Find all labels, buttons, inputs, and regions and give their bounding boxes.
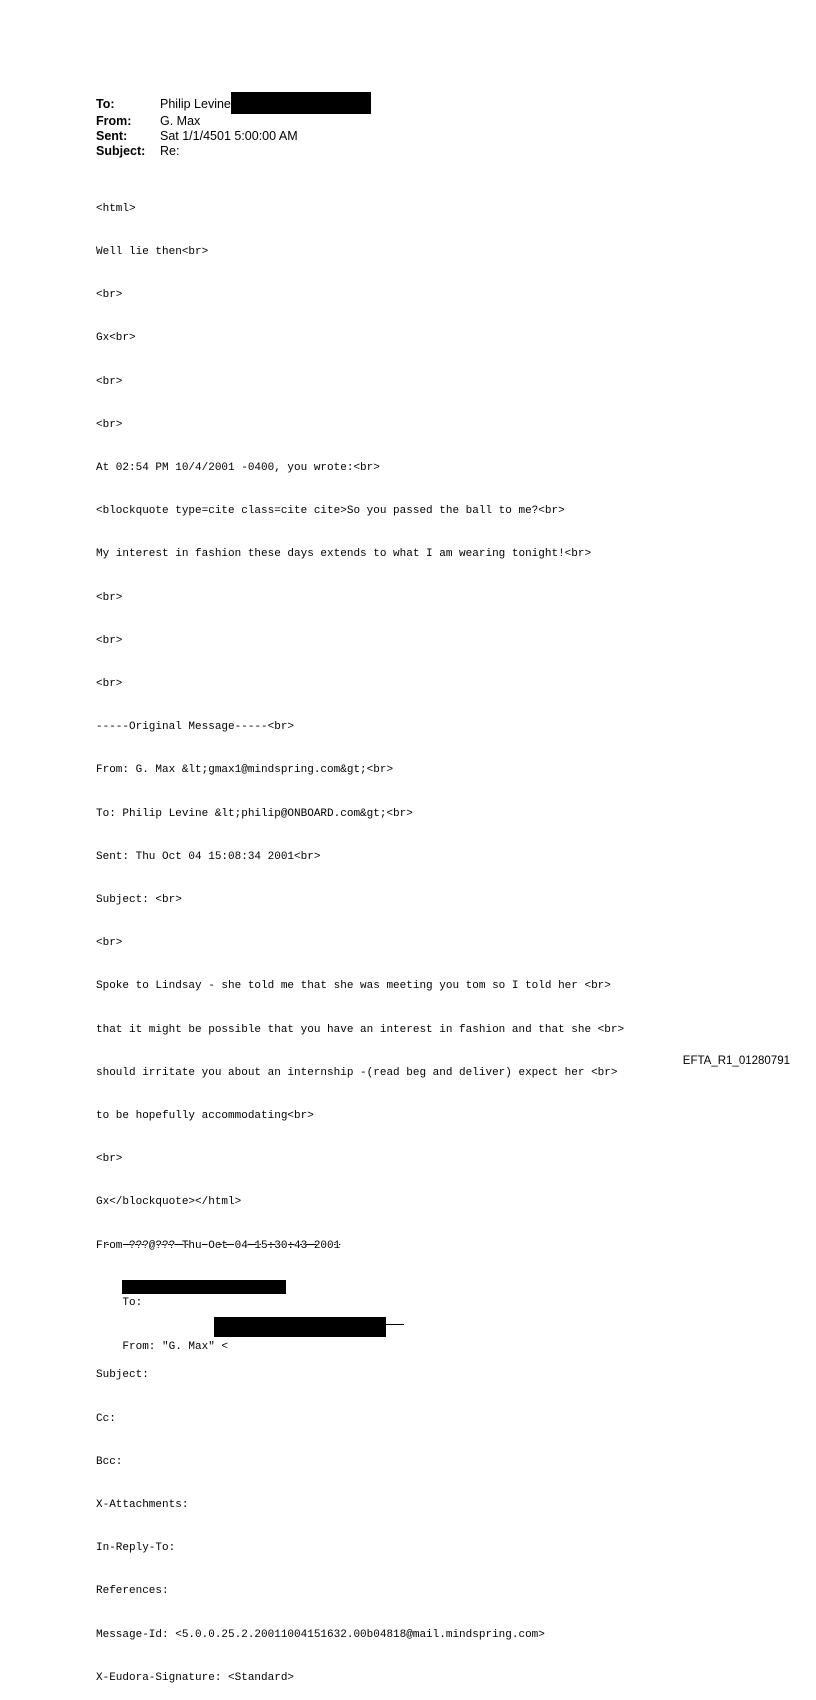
body-line: <br>	[96, 1153, 123, 1166]
body-line: To: Philip Levine &lt;philip@ONBOARD.com&gt;<br>	[96, 807, 413, 820]
body-line: Well lie then<br>	[96, 246, 209, 259]
redaction-underline	[386, 1324, 404, 1325]
body-line: <br>	[96, 289, 123, 302]
from-label: From:	[96, 114, 132, 128]
subject-label: Subject:	[96, 144, 146, 158]
email-body	[96, 173, 624, 1700]
body-line: -----Original Message-----<br>	[96, 721, 295, 734]
body-line: Cc:	[96, 1412, 116, 1425]
body-line-from	[96, 1325, 624, 1353]
body-line: Sent: Thu Oct 04 15:08:34 2001<br>	[96, 850, 321, 863]
body-line: Message-Id: <5.0.0.25.2.20011004151632.00b04818@mail.mindspring.com>	[96, 1628, 545, 1641]
body-line: X-Attachments:	[96, 1498, 189, 1511]
body-line: to be hopefully accommodating<br>	[96, 1110, 314, 1123]
redaction-box	[214, 1317, 386, 1337]
body-line: Spoke to Lindsay - she told me that she was meeting you tom so I told her <br>	[96, 980, 611, 993]
sent-value: Sat 1/1/4501 5:00:00 AM	[160, 129, 298, 143]
body-line: <br>	[96, 634, 123, 647]
body-line: that it might be possible that you have an interest in fashion and that she <br>	[96, 1023, 625, 1036]
redaction-box	[122, 1280, 286, 1294]
subject-value: Re:	[160, 144, 180, 158]
body-line: From ???@??? Thu Oct 04 15:30:43 2001	[96, 1239, 341, 1252]
from-value: G. Max	[160, 114, 201, 128]
to-label: To:	[96, 97, 115, 111]
sent-label: Sent:	[96, 129, 128, 143]
body-line: Subject:	[96, 1369, 149, 1382]
body-line: <br>	[96, 375, 123, 388]
body-line: In-Reply-To:	[96, 1542, 176, 1555]
body-line-to	[96, 1282, 624, 1310]
body-line: References:	[96, 1585, 169, 1598]
header-from-row	[96, 114, 371, 129]
body-line: <br>	[96, 591, 123, 604]
body-line: Subject: <br>	[96, 894, 182, 907]
body-line: At 02:54 PM 10/4/2001 -0400, you wrote:<br>	[96, 462, 380, 475]
header-to-row	[96, 97, 371, 114]
body-line: Gx<br>	[96, 332, 136, 345]
document-id: EFTA_R1_01280791	[682, 1055, 790, 1067]
body-line-text: From: "G. Max" <	[122, 1340, 229, 1353]
email-header	[96, 97, 371, 159]
body-line: <html>	[96, 202, 136, 215]
body-line: <br>	[96, 937, 123, 950]
body-line: Bcc:	[96, 1455, 123, 1468]
redaction-box	[231, 92, 371, 114]
body-line: My interest in fashion these days extends to what I am wearing tonight!<br>	[96, 548, 592, 561]
body-line: <br>	[96, 678, 123, 691]
body-line: <blockquote type=cite class=cite cite>So you passed the ball to me?<br>	[96, 505, 565, 518]
body-line: Gx</blockquote></html>	[96, 1196, 242, 1209]
body-line: should irritate you about an internship -(read beg and deliver) expect her <br>	[96, 1066, 618, 1079]
to-value: Philip Levine	[160, 97, 231, 111]
body-line: From: G. Max &lt;gmax1@mindspring.com&gt;<br>	[96, 764, 394, 777]
header-subject-row	[96, 144, 371, 159]
body-line: <br>	[96, 418, 123, 431]
header-sent-row	[96, 129, 371, 144]
body-line: X-Eudora-Signature: <Standard>	[96, 1671, 295, 1684]
body-line-text: To:	[122, 1297, 149, 1310]
